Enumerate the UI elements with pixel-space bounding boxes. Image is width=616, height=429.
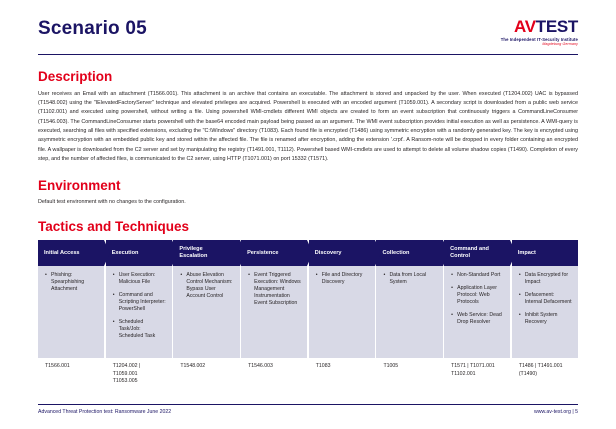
tactic-header: Execution — [106, 240, 172, 266]
description-heading: Description — [38, 68, 113, 84]
technique-ids — [444, 358, 510, 380]
technique-id: T1486 | T1491.001 — [518, 363, 563, 370]
list-item: • Scheduled Task/Job: Scheduled Task — [113, 319, 166, 340]
footer-divider — [38, 404, 578, 405]
list-item: • Abuse Elevation Control Mechanism: Bypass User Account Control — [180, 272, 233, 300]
tactic-techniques — [512, 266, 578, 358]
tactic-techniques — [309, 266, 375, 358]
technique-ids — [376, 358, 442, 380]
tactic-column-initial-access — [38, 240, 104, 386]
environment-heading: Environment — [38, 178, 121, 194]
technique-id: T1053.005 — [112, 378, 138, 385]
list-item: • User Execution: Malicious File — [113, 272, 166, 286]
technique-list — [383, 272, 436, 286]
footer-url-page[interactable]: www.av-test.org | 5 — [533, 409, 578, 415]
technique-list — [519, 272, 572, 326]
list-item: • Application Layer Protocol: Web Protocols — [451, 285, 504, 306]
tactic-techniques — [173, 266, 239, 358]
technique-id: T1083 — [315, 363, 331, 370]
page-footer — [38, 404, 578, 415]
list-item: • Phishing: Spearphishing Attachment — [45, 272, 98, 293]
tactic-techniques — [106, 266, 172, 358]
logo-test-text: TEST — [535, 17, 578, 36]
list-item: • File and Directory Discovery — [316, 272, 369, 286]
technique-list — [180, 272, 233, 300]
tactic-column-command-and-control — [444, 240, 510, 386]
technique-ids — [309, 358, 375, 380]
tactic-column-collection — [376, 240, 442, 386]
tactic-header: Collection — [376, 240, 442, 266]
description-text: User receives an Email with an attachment (T1566.001). This attachment is an archive that contains an executable. The attachment is stored and unpacked by the user. When executed (T1204.002) UAC is bypassed (T1548.002) using the "IElevatedFactoryServer" technique and elevated privileges are acquired. Powershell is executed with an encoded argument (T1059.001). A secondary script is downloaded from a public web service (T1102.001) and executed using powershell, without writing a file. Using powershell WMI-cmdlets different WMI objects are created to form an event subscription that continuously triggers a CommandLineConsumer (T1546.003). The CommandLineConsumer starts powershell with the base64 encoded main payload being passed as an argument. The WMI event subscription provides initial execution as well as persistence. A WMI-query is executed, searching all files with specified extensions, excluding the "C:\Windows" directory (T1083). Each found file is encrypted (T1486) using symmetric encryption with a randomly generated key. The key is encrypted using asymmetric encryption with an embedded public key and stored within the affected file. The file is renamed after encryption, adding the extension '.crpt'. A Ransom-note will be dropped in every folder containing an encrypted file. A wallpaper is downloaded from the C2 server and set by manipulating the registry (T1491.001, T1112). Powershell based WMI-cmdlets are used to attempt to delete all volume shadow copies (T1490). Completion of every step, and the number of affected files, is communicated to the C2 server, using HTTP (T1071.001) on port 15332 (T1571). — [38, 90, 578, 162]
technique-id: T1204.002 | T1059.001 — [112, 363, 141, 377]
tactic-column-privilege-escalation — [173, 240, 239, 386]
technique-list — [45, 272, 98, 293]
list-item: • Defacement: Internal Defacement — [519, 292, 572, 306]
list-item: • Non-Standard Port — [451, 272, 504, 279]
technique-ids — [512, 358, 578, 380]
list-item: • Data from Local System — [383, 272, 436, 286]
environment-text: Default test environment with no changes to the configuration. — [38, 199, 186, 206]
list-item: • Event Triggered Execution: Windows Management Instrumentation Event Subscription — [248, 272, 301, 307]
technique-id: T1102.001 — [451, 370, 476, 377]
technique-id: T1005 — [383, 363, 399, 370]
logo-tagline: The Independent IT-Security Institute — [500, 37, 578, 42]
header-divider — [38, 54, 578, 55]
technique-id: T1548.002 — [180, 363, 206, 370]
tactic-header: Command and Control — [444, 240, 510, 266]
technique-id: (T1490) — [518, 370, 537, 377]
list-item: • Command and Scripting Interpreter: PowerShell — [113, 292, 166, 313]
technique-id: T1546.003 — [248, 363, 273, 370]
tactic-header: Discovery — [309, 240, 375, 266]
logo-wordmark — [501, 18, 578, 35]
tactic-header: Initial Access — [38, 240, 104, 266]
tactics-table — [38, 240, 578, 386]
tactic-header: Persistence — [241, 240, 307, 266]
logo-location: Magdeburg Germany — [542, 42, 578, 47]
technique-ids — [106, 358, 172, 386]
technique-list — [451, 272, 504, 326]
technique-ids — [38, 358, 104, 380]
tactic-column-impact — [512, 240, 578, 386]
technique-ids — [173, 358, 239, 380]
tactic-techniques — [376, 266, 442, 358]
tactics-heading: Tactics and Techniques — [38, 219, 190, 235]
list-item: • Data Encrypted for Impact — [519, 272, 572, 286]
tactic-techniques — [38, 266, 104, 358]
list-item: • Web Service: Dead Drop Resolver — [451, 312, 504, 326]
tactic-header: Privilege Escalation — [173, 240, 239, 266]
technique-list — [113, 272, 166, 340]
tactic-techniques — [241, 266, 307, 358]
logo-av-text: AV — [513, 17, 536, 36]
tactic-techniques — [444, 266, 510, 358]
page-header — [38, 0, 578, 47]
technique-id: T1566.001 — [45, 363, 70, 370]
list-item: • Inhibit System Recovery — [519, 312, 572, 326]
technique-list — [248, 272, 301, 307]
technique-id: T1571 | T1071.001 — [451, 363, 495, 370]
tactic-column-execution — [106, 240, 172, 386]
avtest-logo — [501, 18, 578, 47]
tactic-header: Impact — [512, 240, 578, 266]
tactic-column-persistence — [241, 240, 307, 386]
page-title: Scenario 05 — [38, 18, 147, 39]
technique-ids — [241, 358, 307, 380]
tactic-column-discovery — [309, 240, 375, 386]
technique-list — [316, 272, 369, 286]
footer-test-name: Advanced Threat Protection test: Ransomware June 2022 — [38, 409, 172, 415]
